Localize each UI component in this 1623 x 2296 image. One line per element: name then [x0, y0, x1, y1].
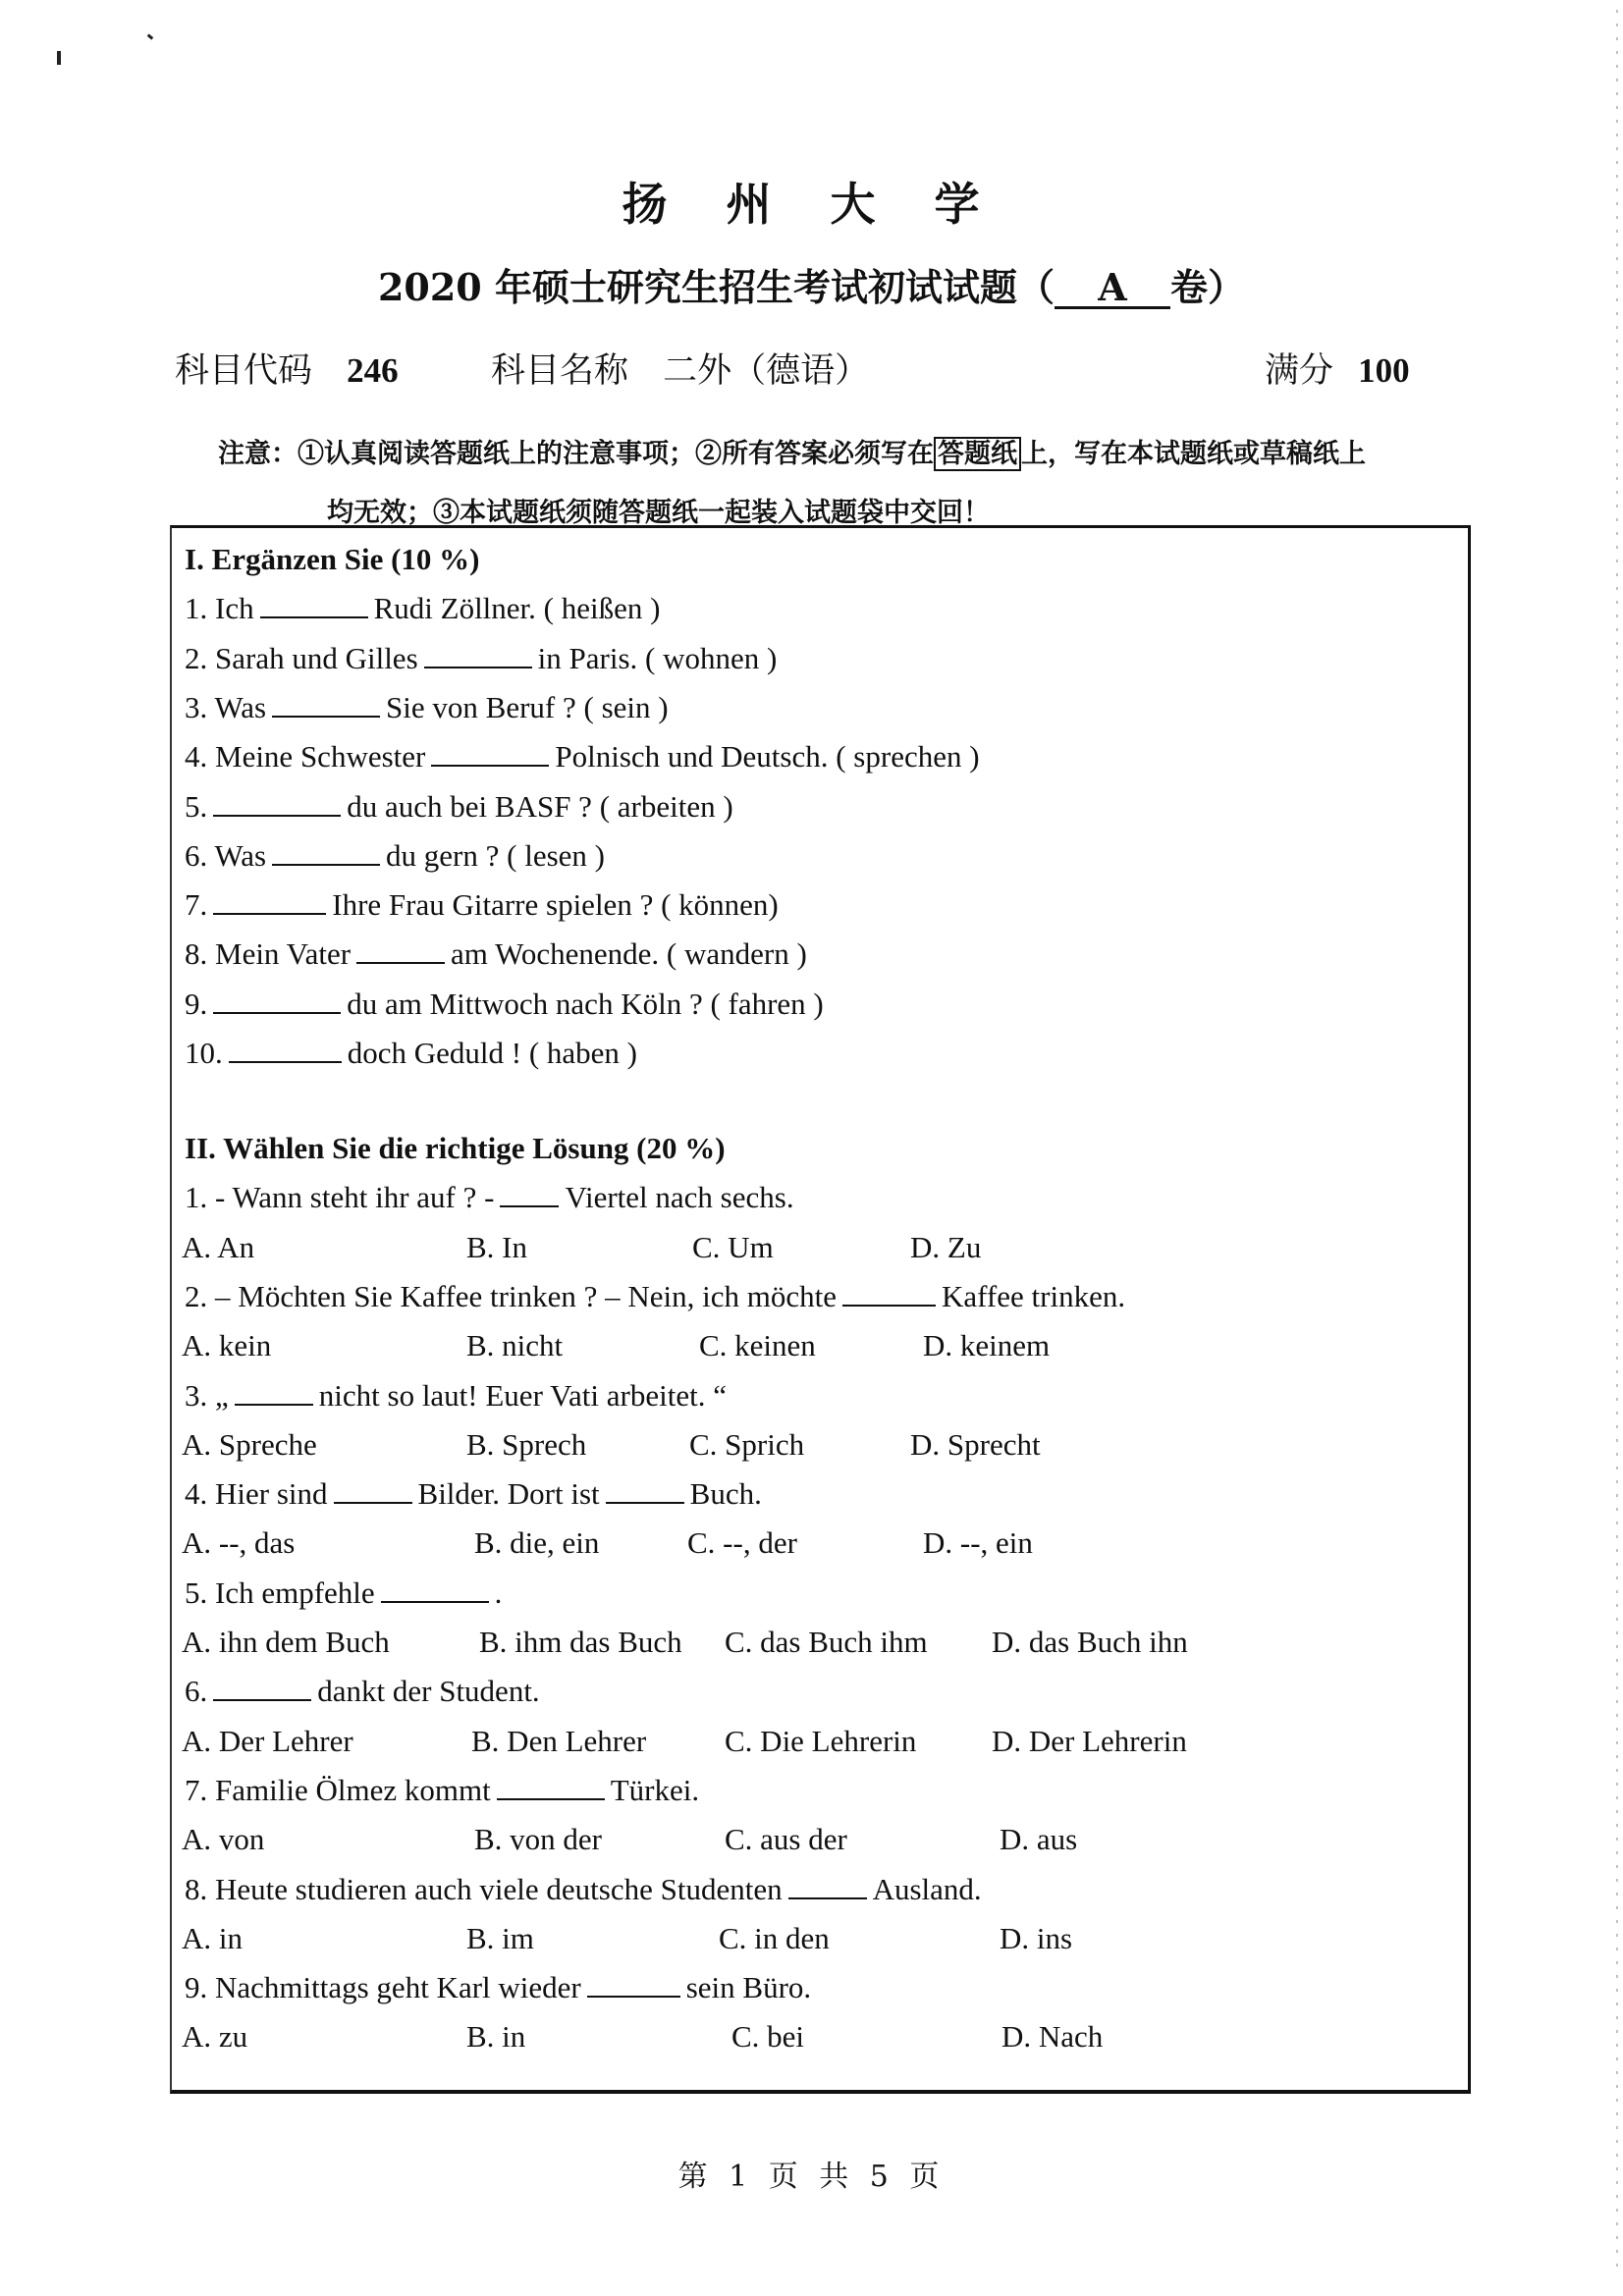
answer-option: C. aus der — [725, 1822, 847, 1857]
exam-title-prefix: 2020 年硕士研究生招生考试初试试题（ — [377, 265, 1055, 309]
question-text: nicht so laut! Euer Vati arbeitet. “ — [318, 1377, 727, 1413]
question-text: 4. Meine Schwester — [185, 739, 426, 774]
question-text: 5. — [185, 788, 208, 824]
question-text: 2. – Möchten Sie Kaffee trinken ? – Nein, ich möchte — [185, 1278, 838, 1313]
question-line — [185, 1376, 727, 1415]
notice-text: ①认真阅读答题纸上的注意事项；②所有答案必须写在 — [298, 439, 934, 469]
question-text: 3. Was — [185, 689, 267, 724]
question-line — [185, 589, 660, 628]
answer-option: D. Sprecht — [910, 1426, 1041, 1462]
subject-name-value: 二外（德语） — [663, 351, 870, 391]
question-line — [185, 1474, 762, 1514]
exam-title-suffix: 卷） — [1169, 265, 1245, 309]
question-text: Ausland. — [872, 1871, 982, 1906]
question-line — [185, 1034, 637, 1073]
question-text: 6. Was — [185, 837, 267, 873]
notice-line-1 — [218, 432, 1366, 470]
answer-option: A. kein — [182, 1328, 272, 1363]
question-text: Polnisch und Deutsch. ( sprechen ) — [555, 739, 980, 774]
question-line — [185, 985, 824, 1024]
answer-sheet-box: 答题纸 — [934, 437, 1021, 471]
question-text: 8. Mein Vater — [185, 936, 352, 972]
answer-option: C. keinen — [699, 1328, 816, 1363]
notice-label: 注意： — [218, 439, 298, 469]
question-line — [185, 1771, 699, 1810]
question-text: 7. — [185, 887, 208, 923]
question-line — [185, 1968, 811, 2007]
question-text: Sie von Beruf ? ( sein ) — [386, 689, 669, 724]
answer-blank — [500, 1178, 559, 1207]
answer-option: C. das Buch ihm — [725, 1625, 928, 1659]
answer-option: D. ins — [1000, 1920, 1073, 1955]
answer-blank — [213, 1672, 311, 1701]
university-title: 扬 州 大 学 — [622, 178, 1001, 231]
answer-option: A. in — [182, 1920, 243, 1955]
answer-option: C. in den — [719, 1920, 830, 1955]
full-score — [1265, 344, 1410, 393]
question-text: du am Mittwoch nach Köln ? ( fahren ) — [347, 986, 824, 1021]
answer-option: C. bei — [731, 2019, 805, 2055]
answer-option: B. in — [466, 2019, 526, 2055]
question-text: 1. - Wann steht ihr auf ? - — [185, 1180, 495, 1215]
answer-option: C. Die Lehrerin — [725, 1723, 917, 1758]
answer-option: B. Den Lehrer — [471, 1723, 647, 1758]
subject-code-label: 科目代码 — [175, 351, 313, 391]
scan-speck — [147, 33, 154, 39]
answer-option: A. ihn dem Buch — [182, 1625, 390, 1659]
question-text: 9. — [185, 986, 208, 1021]
answer-blank — [356, 934, 445, 964]
question-text: Buch. — [689, 1476, 762, 1512]
answer-blank — [213, 985, 341, 1014]
question-line — [185, 1870, 982, 1909]
answer-option: A. Der Lehrer — [182, 1723, 353, 1758]
question-text: Bilder. Dort ist — [417, 1476, 600, 1512]
answer-option: D. --, ein — [923, 1525, 1033, 1561]
answer-blank — [842, 1277, 936, 1307]
question-text: Kaffee trinken. — [942, 1278, 1126, 1313]
answer-option: B. Sprech — [466, 1426, 587, 1462]
answer-option: B. von der — [474, 1822, 603, 1857]
answer-option: D. Nach — [1001, 2019, 1104, 2055]
answer-blank — [381, 1574, 489, 1603]
answer-option: D. keinem — [923, 1328, 1051, 1363]
answer-option: C. Um — [692, 1229, 774, 1264]
answer-blank — [260, 589, 368, 618]
question-text: 1. Ich — [185, 591, 254, 626]
section-2-heading: II. Wählen Sie die richtige Lösung (20 %) — [185, 1131, 726, 1165]
answer-option: A. An — [182, 1229, 255, 1264]
answer-option: B. In — [466, 1229, 527, 1264]
question-text: Rudi Zöllner. ( heißen ) — [373, 591, 661, 626]
question-line — [185, 885, 779, 925]
subject-code-value: 246 — [347, 351, 399, 390]
full-score-label: 满分 — [1265, 351, 1334, 391]
question-line — [185, 934, 807, 974]
question-text: 6. — [185, 1674, 208, 1709]
question-text: dankt der Student. — [317, 1674, 540, 1709]
question-text: 8. Heute studieren auch viele deutsche Studenten — [185, 1871, 783, 1906]
answer-blank — [272, 688, 380, 718]
answer-blank — [606, 1474, 684, 1504]
question-line — [185, 1672, 540, 1711]
answer-option: D. das Buch ihn — [992, 1625, 1188, 1659]
answer-blank — [424, 639, 532, 668]
subject-name-label: 科目名称 — [491, 351, 629, 391]
answer-blank — [213, 885, 326, 915]
scan-edge — [1616, 10, 1618, 2268]
question-text: 7. Familie Ölmez kommt — [185, 1772, 491, 1807]
question-line — [185, 639, 777, 678]
page-number: 第 1 页 共 5 页 — [677, 2160, 946, 2194]
paper-version: A — [1055, 269, 1170, 309]
question-text: Ihre Frau Gitarre spielen ? ( können) — [332, 887, 779, 923]
answer-option: B. nicht — [466, 1328, 564, 1363]
answer-blank — [229, 1034, 342, 1063]
question-text: 3. „ — [185, 1377, 229, 1413]
answer-option: D. Der Lehrerin — [992, 1723, 1187, 1758]
question-line — [185, 787, 733, 827]
question-text: Türkei. — [610, 1772, 700, 1807]
question-text: 4. Hier sind — [185, 1476, 328, 1512]
answer-option: B. im — [466, 1920, 534, 1955]
question-text: in Paris. ( wohnen ) — [537, 640, 778, 675]
answer-blank — [272, 836, 380, 866]
notice-text: 上，写在本试题纸或草稿纸上 — [1021, 439, 1366, 469]
question-line — [185, 1574, 502, 1613]
question-line — [185, 737, 980, 776]
answer-option: B. die, ein — [474, 1525, 600, 1561]
full-score-value: 100 — [1358, 351, 1410, 390]
question-line — [185, 1178, 794, 1217]
answer-blank — [235, 1376, 313, 1406]
exam-title — [0, 257, 1623, 311]
answer-option: D. Zu — [910, 1229, 982, 1264]
subject-name — [491, 344, 869, 393]
answer-option: C. --, der — [687, 1525, 797, 1561]
question-text: sein Büro. — [685, 1970, 812, 2005]
question-text: am Wochenende. ( wandern ) — [451, 936, 807, 972]
answer-option: A. --, das — [182, 1525, 296, 1561]
answer-blank — [788, 1870, 867, 1899]
question-text: 5. Ich empfehle — [185, 1575, 375, 1610]
subject-code — [175, 344, 399, 393]
answer-option: C. Sprich — [689, 1426, 805, 1462]
question-text: du auch bei BASF ? ( arbeiten ) — [347, 788, 733, 824]
notice-line-2: 均无效；③本试题纸须随答题纸一起装入试题袋中交回！ — [327, 498, 990, 528]
answer-blank — [431, 737, 549, 767]
answer-option: A. von — [182, 1822, 265, 1857]
question-text: 2. Sarah und Gilles — [185, 640, 418, 675]
answer-blank — [587, 1968, 680, 1998]
answer-blank — [213, 787, 341, 817]
question-line — [185, 688, 669, 727]
section-1-heading: I. Ergänzen Sie (10 %) — [185, 542, 480, 576]
answer-option: B. ihm das Buch — [479, 1625, 682, 1659]
question-text: 10. — [185, 1036, 223, 1070]
answer-blank — [497, 1771, 605, 1800]
question-text: du gern ? ( lesen ) — [386, 837, 605, 873]
answer-option: D. aus — [1000, 1822, 1078, 1857]
scan-speck — [57, 51, 61, 65]
question-text: doch Geduld ! ( haben ) — [347, 1036, 638, 1070]
answer-blank — [334, 1474, 412, 1504]
question-text: . — [494, 1575, 503, 1610]
answer-option: A. zu — [182, 2019, 248, 2055]
question-line — [185, 836, 605, 876]
question-text: 9. Nachmittags geht Karl wieder — [185, 1970, 581, 2005]
question-line — [185, 1277, 1125, 1316]
answer-option: A. Spreche — [182, 1426, 317, 1462]
question-text: Viertel nach sechs. — [565, 1180, 794, 1215]
